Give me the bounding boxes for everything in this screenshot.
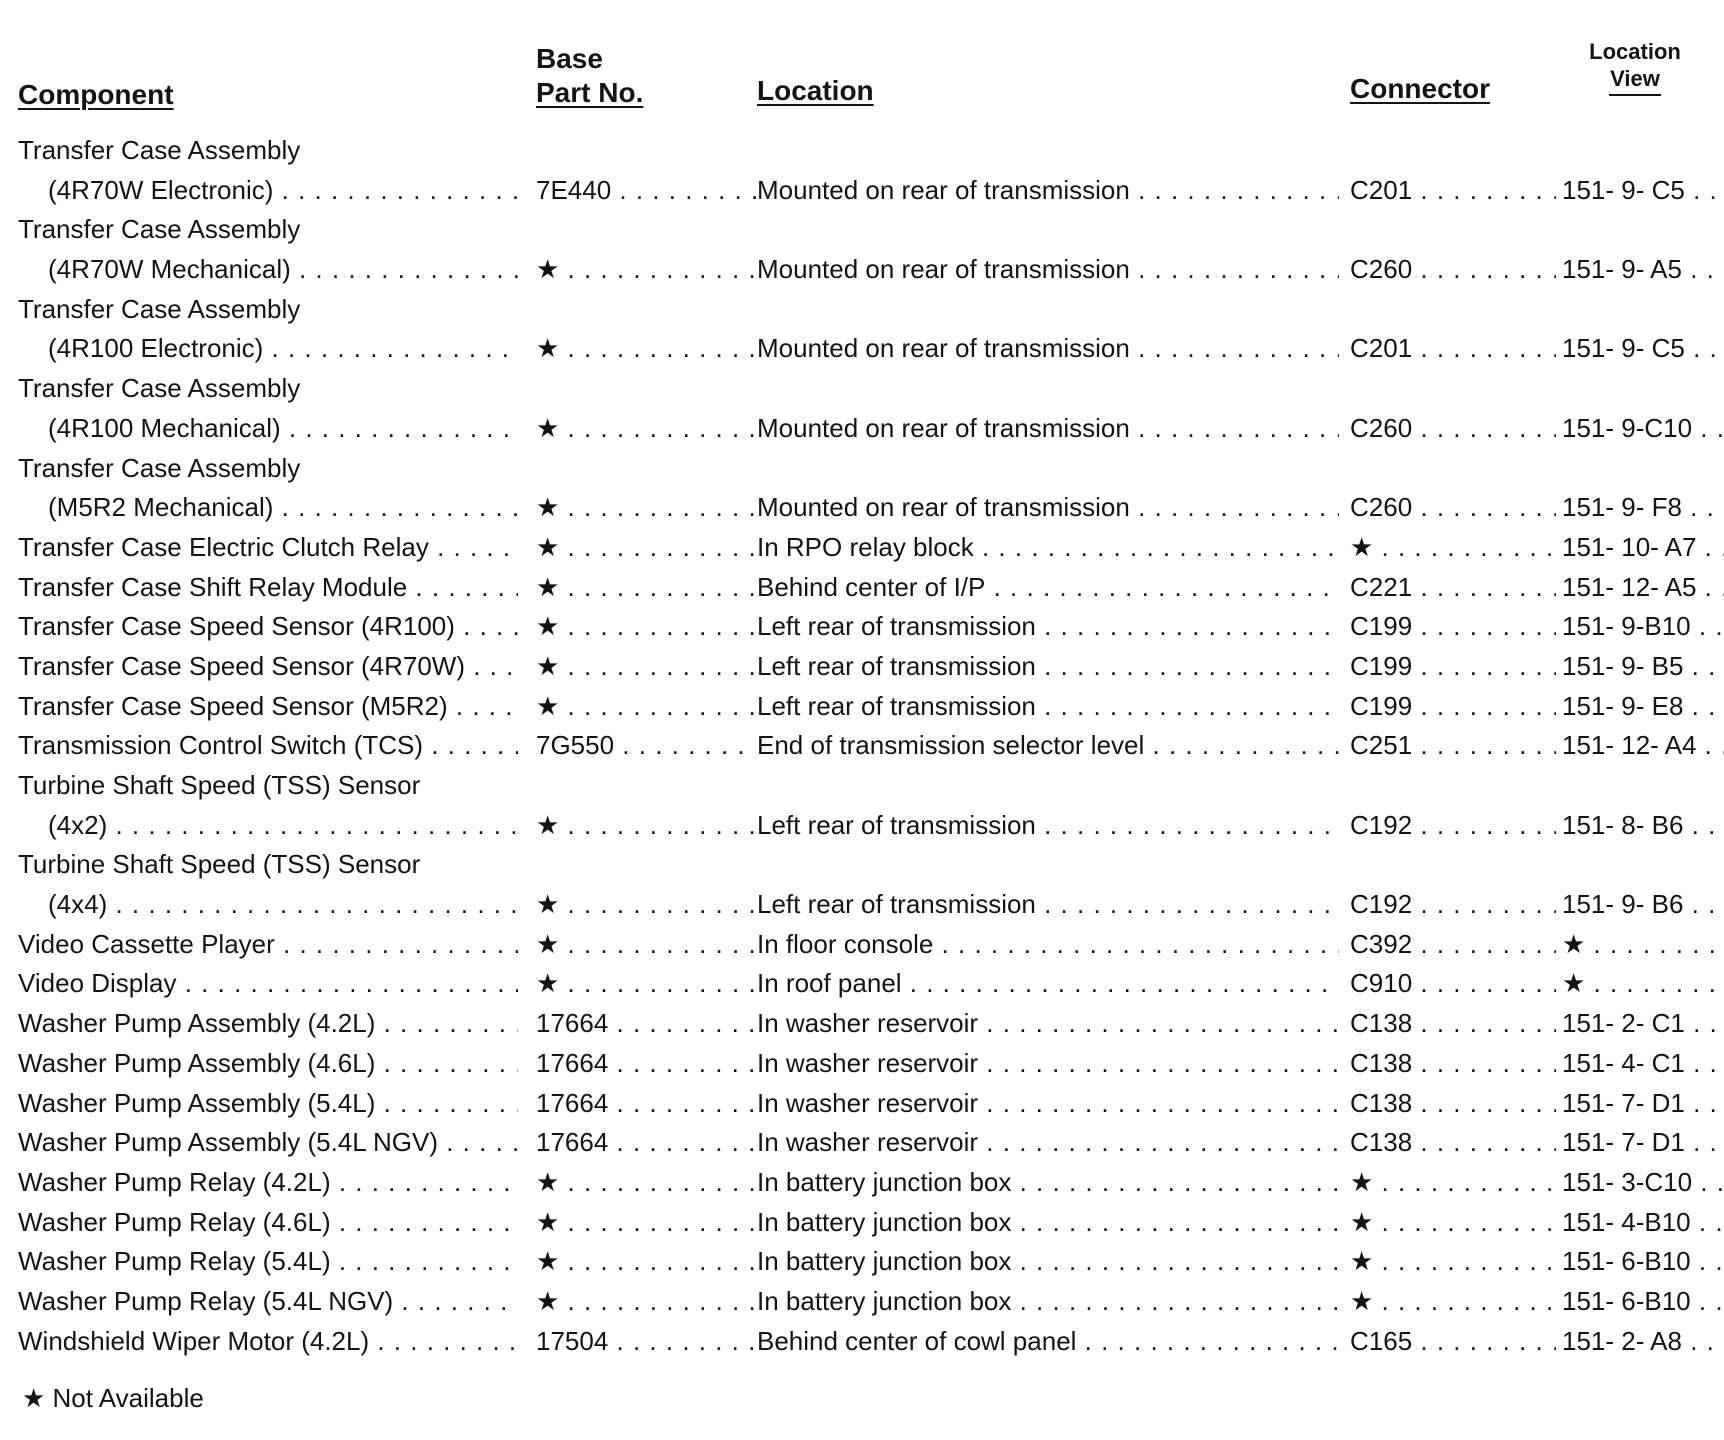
table-row <box>0 725 1724 765</box>
component-cell: Transfer Case Assembly <box>18 293 301 324</box>
component-cell: (4R100 Electronic) . . . <box>48 332 518 364</box>
base-part-cell: ★ . . . <box>536 967 756 999</box>
location-view-cell: 151- 9- E8 . . . <box>1562 690 1724 722</box>
location-cell: Left rear of transmission . . . <box>757 690 1339 722</box>
location-view-cell: 151- 9-C10 . . . <box>1562 412 1724 444</box>
location-view-cell: 151- 4-B10 . . . <box>1562 1206 1724 1238</box>
component-cell: Washer Pump Assembly (5.4L NGV) . . . <box>18 1126 518 1158</box>
base-part-cell: ★ . . . <box>536 610 756 642</box>
header-connector-label: Connector <box>1350 73 1490 104</box>
table-row <box>0 249 1724 289</box>
table-row <box>0 1162 1724 1202</box>
table-row <box>0 686 1724 726</box>
location-view-cell: 151- 9- B5 . . . <box>1562 650 1724 682</box>
location-view-cell: 151- 6-B10 . . . <box>1562 1285 1724 1317</box>
location-view-cell: 151- 9- C5 . . . <box>1562 174 1724 206</box>
table-row <box>0 170 1724 210</box>
base-part-cell: ★ . . . <box>536 1245 756 1277</box>
component-cell: Washer Pump Relay (5.4L NGV) . . . <box>18 1285 518 1317</box>
connector-cell: C199 . . . <box>1350 690 1556 722</box>
connector-cell: C910 . . . <box>1350 967 1556 999</box>
location-view-cell: 151- 9- A5 . . . <box>1562 253 1724 285</box>
table-row <box>0 209 1724 249</box>
base-part-cell: ★ . . . <box>536 253 756 285</box>
location-cell: In battery junction box . . . <box>757 1206 1339 1238</box>
location-view-cell: ★ . . . <box>1562 928 1724 960</box>
base-part-cell: ★ . . . <box>536 571 756 603</box>
location-view-cell: 151- 9- F8 . . . <box>1562 491 1724 523</box>
connector-cell: C251 . . . <box>1350 729 1556 761</box>
location-view-cell: 151- 10- A7 . . . <box>1562 531 1724 563</box>
connector-cell: C192 . . . <box>1350 888 1556 920</box>
component-cell: Transfer Case Assembly <box>18 452 301 483</box>
component-cell: (4R100 Mechanical) . . . <box>48 412 518 444</box>
location-cell: In floor console . . . <box>757 928 1339 960</box>
table-row <box>0 448 1724 488</box>
location-cell: Mounted on rear of transmission . . . <box>757 174 1339 206</box>
component-cell: Washer Pump Assembly (4.2L) . . . <box>18 1007 518 1039</box>
component-cell: Transfer Case Assembly <box>18 214 301 245</box>
connector-cell: C201 . . . <box>1350 174 1556 206</box>
component-cell: Washer Pump Relay (4.2L) . . . <box>18 1166 518 1198</box>
table-row <box>0 408 1724 448</box>
header-location <box>757 74 874 108</box>
connector-cell: C138 . . . <box>1350 1047 1556 1079</box>
connector-cell: ★ . . . <box>1350 1166 1556 1198</box>
component-cell: Transfer Case Speed Sensor (4R70W) . . . <box>18 650 518 682</box>
table-row <box>0 844 1724 884</box>
base-part-cell: ★ . . . <box>536 531 756 563</box>
table-row <box>0 963 1724 1003</box>
location-cell: Mounted on rear of transmission . . . <box>757 332 1339 364</box>
location-cell: Behind center of cowl panel . . . <box>757 1325 1339 1357</box>
location-view-cell: 151- 9-B10 . . . <box>1562 610 1724 642</box>
table-row <box>0 606 1724 646</box>
component-cell: Transmission Control Switch (TCS) . . . <box>18 729 518 761</box>
location-view-cell: 151- 9- B6 . . . <box>1562 888 1724 920</box>
connector-cell: ★ . . . <box>1350 1285 1556 1317</box>
location-cell: Mounted on rear of transmission . . . <box>757 491 1339 523</box>
location-cell: Left rear of transmission . . . <box>757 888 1339 920</box>
base-part-cell: ★ . . . <box>536 1166 756 1198</box>
header-base-line1: Base <box>536 43 603 74</box>
component-cell: Washer Pump Relay (4.6L) . . . <box>18 1206 518 1238</box>
header-view-underline <box>1609 94 1661 96</box>
connector-cell: C138 . . . <box>1350 1007 1556 1039</box>
component-cell: Turbine Shaft Speed (TSS) Sensor <box>18 770 421 800</box>
location-cell: End of transmission selector level . . . <box>757 729 1339 761</box>
footnote-not-available: ★ Not Available <box>22 1383 204 1413</box>
base-part-cell: ★ . . . <box>536 809 756 841</box>
connector-cell: C192 . . . <box>1350 809 1556 841</box>
header-view-line1: Location <box>1589 39 1681 64</box>
location-view-cell: ★ . . . <box>1562 967 1724 999</box>
location-cell: In battery junction box . . . <box>757 1166 1339 1198</box>
location-view-cell: 151- 2- A8 . . . <box>1562 1325 1724 1357</box>
table-row <box>0 289 1724 329</box>
component-cell: Washer Pump Relay (5.4L) . . . <box>18 1245 518 1277</box>
base-part-cell: ★ . . . <box>536 332 756 364</box>
location-view-cell: 151- 6-B10 . . . <box>1562 1245 1724 1277</box>
component-cell: (M5R2 Mechanical) . . . <box>48 491 518 523</box>
location-view-cell: 151- 9- C5 . . . <box>1562 332 1724 364</box>
connector-cell: C199 . . . <box>1350 610 1556 642</box>
component-table-body <box>0 130 1724 1360</box>
component-cell: Washer Pump Assembly (4.6L) . . . <box>18 1047 518 1079</box>
table-row <box>0 884 1724 924</box>
location-cell: In battery junction box . . . <box>757 1245 1339 1277</box>
location-cell: In washer reservoir . . . <box>757 1126 1339 1158</box>
table-row <box>0 368 1724 408</box>
base-part-cell: ★ . . . <box>536 491 756 523</box>
component-cell: (4R70W Electronic) . . . <box>48 174 518 206</box>
component-cell: Video Display . . . <box>18 967 518 999</box>
location-cell: Left rear of transmission . . . <box>757 809 1339 841</box>
component-cell: Washer Pump Assembly (5.4L) . . . <box>18 1087 518 1119</box>
header-base-part-no <box>536 42 643 110</box>
location-cell: Left rear of transmission . . . <box>757 610 1339 642</box>
location-cell: In RPO relay block . . . <box>757 531 1339 563</box>
location-cell: Mounted on rear of transmission . . . <box>757 412 1339 444</box>
component-cell: Transfer Case Shift Relay Module . . . <box>18 571 518 603</box>
table-row <box>0 567 1724 607</box>
header-location-label: Location <box>757 75 874 106</box>
table-row <box>0 1083 1724 1123</box>
base-part-cell: ★ . . . <box>536 1206 756 1238</box>
location-cell: Left rear of transmission . . . <box>757 650 1339 682</box>
base-part-cell: 7G550 . . . <box>536 729 756 761</box>
base-part-cell: ★ . . . <box>536 928 756 960</box>
location-view-cell: 151- 12- A5 . . . <box>1562 571 1724 603</box>
base-part-cell: ★ . . . <box>536 1285 756 1317</box>
location-cell: In battery junction box . . . <box>757 1285 1339 1317</box>
connector-cell: C165 . . . <box>1350 1325 1556 1357</box>
base-part-cell: ★ . . . <box>536 412 756 444</box>
base-part-cell: ★ . . . <box>536 888 756 920</box>
location-view-cell: 151- 7- D1 . . . <box>1562 1087 1724 1119</box>
base-part-cell: 17664 . . . <box>536 1047 756 1079</box>
location-cell: In washer reservoir . . . <box>757 1007 1339 1039</box>
table-row <box>0 1003 1724 1043</box>
connector-cell: C201 . . . <box>1350 332 1556 364</box>
table-row <box>0 1043 1724 1083</box>
table-row <box>0 646 1724 686</box>
component-cell: Transfer Case Assembly <box>18 135 301 165</box>
header-view-line2: View <box>1610 66 1660 91</box>
location-cell: Mounted on rear of transmission . . . <box>757 253 1339 285</box>
base-part-cell: 7E440 . . . <box>536 174 756 206</box>
base-part-cell: 17664 . . . <box>536 1126 756 1158</box>
connector-cell: C221 . . . <box>1350 571 1556 603</box>
table-row <box>0 1281 1724 1321</box>
connector-cell: C392 . . . <box>1350 928 1556 960</box>
table-row <box>0 1202 1724 1242</box>
location-cell: Behind center of I/P . . . <box>757 571 1339 603</box>
component-cell: (4R70W Mechanical) . . . <box>48 253 518 285</box>
component-cell: Transfer Case Assembly <box>18 373 301 404</box>
connector-cell: C260 . . . <box>1350 412 1556 444</box>
base-part-cell: ★ . . . <box>536 690 756 722</box>
location-view-cell: 151- 2- C1 . . . <box>1562 1007 1724 1039</box>
component-cell: Video Cassette Player . . . <box>18 928 518 960</box>
connector-cell: C199 . . . <box>1350 650 1556 682</box>
connector-cell: C260 . . . <box>1350 253 1556 285</box>
location-cell: In roof panel . . . <box>757 967 1339 999</box>
component-cell: Transfer Case Speed Sensor (M5R2) . . . <box>18 690 518 722</box>
location-view-cell: 151- 8- B6 . . . <box>1562 809 1724 841</box>
header-connector <box>1350 72 1490 106</box>
location-view-cell: 151- 3-C10 . . . <box>1562 1166 1724 1198</box>
component-cell: (4x2) . . . <box>48 809 518 841</box>
connector-cell: ★ . . . <box>1350 1245 1556 1277</box>
component-cell: Transfer Case Speed Sensor (4R100) . . . <box>18 610 518 642</box>
component-cell: Transfer Case Electric Clutch Relay . . . <box>18 531 518 563</box>
base-part-cell: 17664 . . . <box>536 1087 756 1119</box>
base-part-cell: 17664 . . . <box>536 1007 756 1039</box>
connector-cell: C138 . . . <box>1350 1087 1556 1119</box>
table-row <box>0 527 1724 567</box>
location-view-cell: 151- 4- C1 . . . <box>1562 1047 1724 1079</box>
header-component <box>18 78 174 112</box>
table-row <box>0 765 1724 805</box>
header-base-line2: Part No. <box>536 77 644 108</box>
header-location-view <box>1560 38 1710 96</box>
component-cell: Windshield Wiper Motor (4.2L) . . . <box>18 1325 518 1357</box>
header-component-label: Component <box>18 79 174 110</box>
table-row <box>0 328 1724 368</box>
base-part-cell: ★ . . . <box>536 650 756 682</box>
table-row <box>0 487 1724 527</box>
component-cell: (4x4) . . . <box>48 888 518 920</box>
table-row <box>0 1321 1724 1361</box>
table-row <box>0 1122 1724 1162</box>
location-view-cell: 151- 7- D1 . . . <box>1562 1126 1724 1158</box>
connector-cell: C260 . . . <box>1350 491 1556 523</box>
connector-cell: ★ . . . <box>1350 1206 1556 1238</box>
table-row <box>0 130 1724 170</box>
connector-cell: C138 . . . <box>1350 1126 1556 1158</box>
table-row <box>0 1241 1724 1281</box>
component-cell: Turbine Shaft Speed (TSS) Sensor <box>18 849 421 880</box>
location-cell: In washer reservoir . . . <box>757 1047 1339 1079</box>
table-row <box>0 924 1724 964</box>
table-row <box>0 805 1724 845</box>
location-cell: In washer reservoir . . . <box>757 1087 1339 1119</box>
base-part-cell: 17504 . . . <box>536 1325 756 1357</box>
connector-cell: ★ . . . <box>1350 531 1556 563</box>
location-view-cell: 151- 12- A4 . . . <box>1562 729 1724 761</box>
